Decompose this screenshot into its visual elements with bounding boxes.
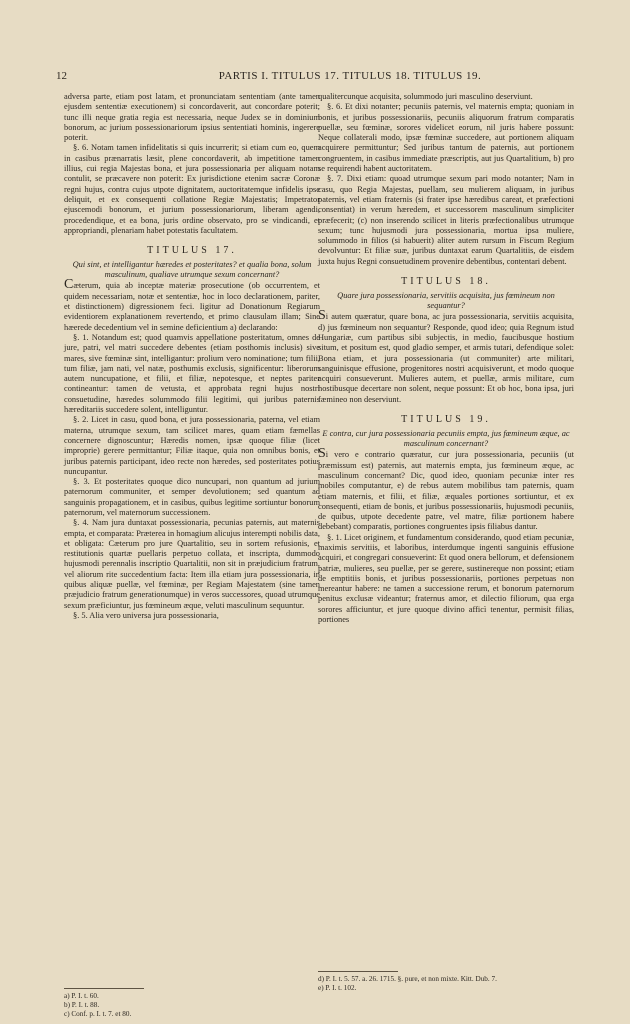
paragraph bbox=[64, 277, 320, 332]
footnote: c) Conf. p. I. t. 7. et 80. bbox=[64, 1010, 132, 1018]
paragraph bbox=[318, 308, 574, 405]
footnote: d) P. I. t. 5. 57. a. 26. 1715. §. pure, et non mixte. Kitt. Dub. 7. bbox=[318, 975, 497, 983]
title-17-heading: TITULUS 17. bbox=[147, 245, 237, 257]
dropcap: S bbox=[318, 446, 326, 462]
title-18-subtitle: Quare jura possessionaria, servitiis acquisita, jus fœmineum non sequantur? bbox=[337, 291, 555, 311]
left-column bbox=[64, 92, 320, 1018]
footnote: b) P. I. t. 88. bbox=[64, 1001, 100, 1009]
title-19-subtitle: E contra, cur jura possessionaria pecuniis empta, jus fœmineum æque, ac masculinum concernant? bbox=[322, 429, 570, 449]
title-17-subtitle: Qui sint, et intelligantur hæredes et posteritates? et qualia bona, solum masculinum, qualiave utrumque sexum concernant? bbox=[72, 260, 312, 280]
paragraph: §. 3. Et posteritates quoque dico nuncupari, non quantum ad jurium paternorum communiter, et semper devolutionem; sed quantum ad sanguinis propagationem, et in casibus, quibus legitime sortiuntur bonorum paternorum, vel maternorum successionem. bbox=[64, 477, 320, 517]
page-number: 12 bbox=[56, 70, 67, 82]
paragraph: §. 2. Licet in casu, quod bona, et jura possessionaria, paterna, vel etiam materna, utrumque sexum, tam scilicet mares, quam etiam fæmellas concernere dignoscuntur; Hæredis nomen, ipsæ quoque filiæ (licet improprie) gerere permittantur; Filiæ itaque, quia non omnibus bonis, et juribus paternis participant, ideo recte non hæredes, sed posteritates potius nuncupantur. bbox=[64, 415, 320, 476]
paragraph bbox=[318, 446, 574, 532]
title-19-heading: TITULUS 19. bbox=[401, 414, 491, 426]
paragraph: §. 4. Nam jura duntaxat possessionaria, pecunias paternis, aut maternis empta, et comparata: Præterea in homagium alicujus interempti nobilis data, et obligata: Cæterum pro jure Quartalitio, seu in sortem refusionis, et restitutionis quartæ puellaris perpetuo collata, et inscripta, dummodo hujusmodi perennalis inscriptio Quartalitii, non sit in præjudicium fratrum, vel aliorum rite succedentium facta: Item illa etiam jura possessionaria, in quibus aliquæ puellæ, vel fœminæ, per Regiam Majestatem (sine tamen præjudicio fratrum generationumque) in veros successores, quoad utrumque sexum præficiuntur, jus fœmineum æque, veluti masculinum sequuntur. bbox=[64, 518, 320, 610]
paragraph: §. 5. Alia vero universa jura possessionaria, bbox=[73, 610, 219, 620]
footnote: a) P. I. t. 60. bbox=[64, 992, 99, 1000]
paragraph: qualitercunque acquisita, solummodo juri masculino deserviunt. bbox=[318, 92, 533, 101]
paragraph: §. 6. Et dixi notanter; pecuniis paternis, vel maternis empta; quoniam in bonis, et juribus possessionariis, pecuniis aliquorum fratrum comparatis puellæ, seu fœminæ, sorores videlicet eorum, nil juris habere possunt: Neque collaterali modo, ipsæ fœminæ succedere, aut portionem aliquam acquirere permittuntur; Sed juribus tantum de paternis, aut portionem congruentem, in casibus immediate præscriptis, aut jus Quartalitium, b) pro se requirendi habent auctoritatem. bbox=[318, 102, 574, 174]
footnote-rule bbox=[318, 971, 398, 972]
paragraph: §. 7. Dixi etiam: quoad utrumque sexum pari modo notanter; Nam in casu, quo Regia Majestas, puellam, seu mulierem aliquam, in juribus paternis, vel etiam fraternis (si frater ipse hæredibus careat, et præfectioni consentiat) in verum hæredem, et successorem masculinum simpliciter præfecerit; (c) non inserendo scilicet in literis præfectionalibus utrumque sexum; tunc hujusmodi jura possessionaria, mortua ipsa muliere, solummodo in filios (si habuerit) aliter autem rursum in Fiscum Regium devolvuntur: Et filiæ suæ, juribus duntaxat earum Quartalitiis, de eisdem juxta hujus Regni consuetudinem provenire debentibus, contentari debent. bbox=[318, 174, 574, 266]
running-head: PARTIS I. TITULUS 17. TITULUS 18. TITULUS 19. bbox=[218, 70, 482, 82]
title-18-heading: TITULUS 18. bbox=[401, 276, 491, 288]
paragraph: adversa parte, etiam post latam, et pronunciatam sententiam (ante tamen ejusdem sententiæ executionem) si concordaverit, aut concordare poterit; tunc illi neque gratia regia est necessaria, neque Judex se in dominium bonorum, ac jurium possessionariorum ipsius sententiati hominis, ingerere poterit. bbox=[64, 92, 320, 143]
footnotes-left bbox=[64, 982, 320, 1019]
paragraph: §. 6. Notam tamen infidelitatis si quis incurrerit; si etiam cum eo, quem in casibus prænarratis læsit, plene concordaverit, ab impetitione tamen illius, cui regia Majestas bona, et jura possessionaria per aliquam notam contulit, se præcavere non poterit: Ex jurisdictione etenim sacræ Coronæ regni hujus, contra cujus utpote dignitatem, auctoritatemque infidelis ipse deliquit, et ex consequenti collatione Regiæ Majestatis; Impetrator ejuscemodi bonorum, et jurium possessionariorum, liberam agendi, procedendique, et ea bona, juris ordine observato, pro se vindicandi, et appropriandi, plenariam habet potestatis facultatem. bbox=[64, 143, 320, 235]
paragraph-text: i vero e contrario quæratur, cur jura possessionaria, pecuniis (ut præmissum est) paternis, aut maternis empta, jus fœmineum æque, ac masculinum concernant? Dic, quod ideo, quoniam pecuniæ inter res mobiles computantur, e) de rebus autem mobilibus tam paternis, quam etiam maternis, et filii, et filiæ, æquales portiones sortiuntur, et ex consequenti, etiam de bonis, et juribus possessionariis, hujusmodi pecuniis, de quibus, utpote decedente patre, vel matre, filiæ portionem habere debebant) comparatis, portiones congruentes ipsis filiabus dantur. bbox=[318, 450, 574, 532]
paragraph: §. 1. Notandum est; quod quamvis appellatione posteritatum, omnes de jure, patri, vel matri succedere debentes (etiam posthomis inclusis) sive mares, sive fœminæ sint, intelligantur: prolium vero nominatione; tum filii, tum filiæ, jam nati, vel natæ, posthumis exclusis, significentur: liberorum autem nuncupatione, et filii, et filiæ, nepotesque, et neptes pariter contineantur: tamen de vetusta, et approbata regni hujus nostri consuetudine, hæredes solummodo filii legitimi, qui juribus paternis hæreditariis succedere solent, intelliguntur. bbox=[64, 332, 320, 415]
right-column bbox=[318, 92, 574, 992]
footnote: e) P. I. t. 102. bbox=[318, 984, 357, 992]
footnotes-right bbox=[318, 965, 574, 993]
dropcap: C bbox=[64, 277, 74, 293]
paragraph-text: æterum, quia ab inceptæ materiæ prosecutione (ob occurrentem, et quidem necessariam, notæ et sententiæ, hoc in loco declarationem, pariter, et distinctionem) digressionem feci. Iigitur ad Donationum Regiarum evidentiorem explanationem revertendo, et primo clausulam illam; Sine hæerede decedentium vel in semine deficientium a) declarando: bbox=[64, 281, 320, 332]
paragraph: §. 1. Licet originem, et fundamentum considerando, quod etiam pecuniæ, maximis servitiis, et laboribus, interdumque ingenti sanguinis effusione acquiri, et congregari consueverint: Et quod onera bellorum, et defensionem patriæ, mulieres, seu puellæ, per se gerere, sustinereque non possint; etiam de emptitiis bonis, et juribus possessionariis, portiones perpetuas non mereantur habere: ne tamen a successione rerum, et bonorum paternorum penitus exclusæ videantur; fraternus amor, et dilectio filiorum, qua erga sorores afficiuntur, et jure quoque divino afficì tenentur, permisit filias, portiones bbox=[318, 532, 574, 625]
footnote-rule bbox=[64, 988, 144, 989]
dropcap: S bbox=[318, 308, 326, 324]
paragraph-text: i autem quæratur, quare bona, ac jura possessionaria, servitiis acquisita, d) jus fœmineum non sequantur? Responde, quod ideo; quia Regnum istud Hungariæ, cum partibus sibi subjectis, in medio, faucibusque hostium situm, et positum est, quod gladio semper, et armis tutari, defendique solet: Bona etiam, et jura possessionaria (ut communiter) arte militari, sanguinisque effusione, progenitores nostri acquisiverunt, et modo quoque acquiri consueverunt. Mulieres autem, et puellæ, armis militare, cum hostibusque decertare non solent, neque possunt: Et ob hoc, bona ipsa, juri fæmineo non deserviunt. bbox=[318, 312, 574, 404]
